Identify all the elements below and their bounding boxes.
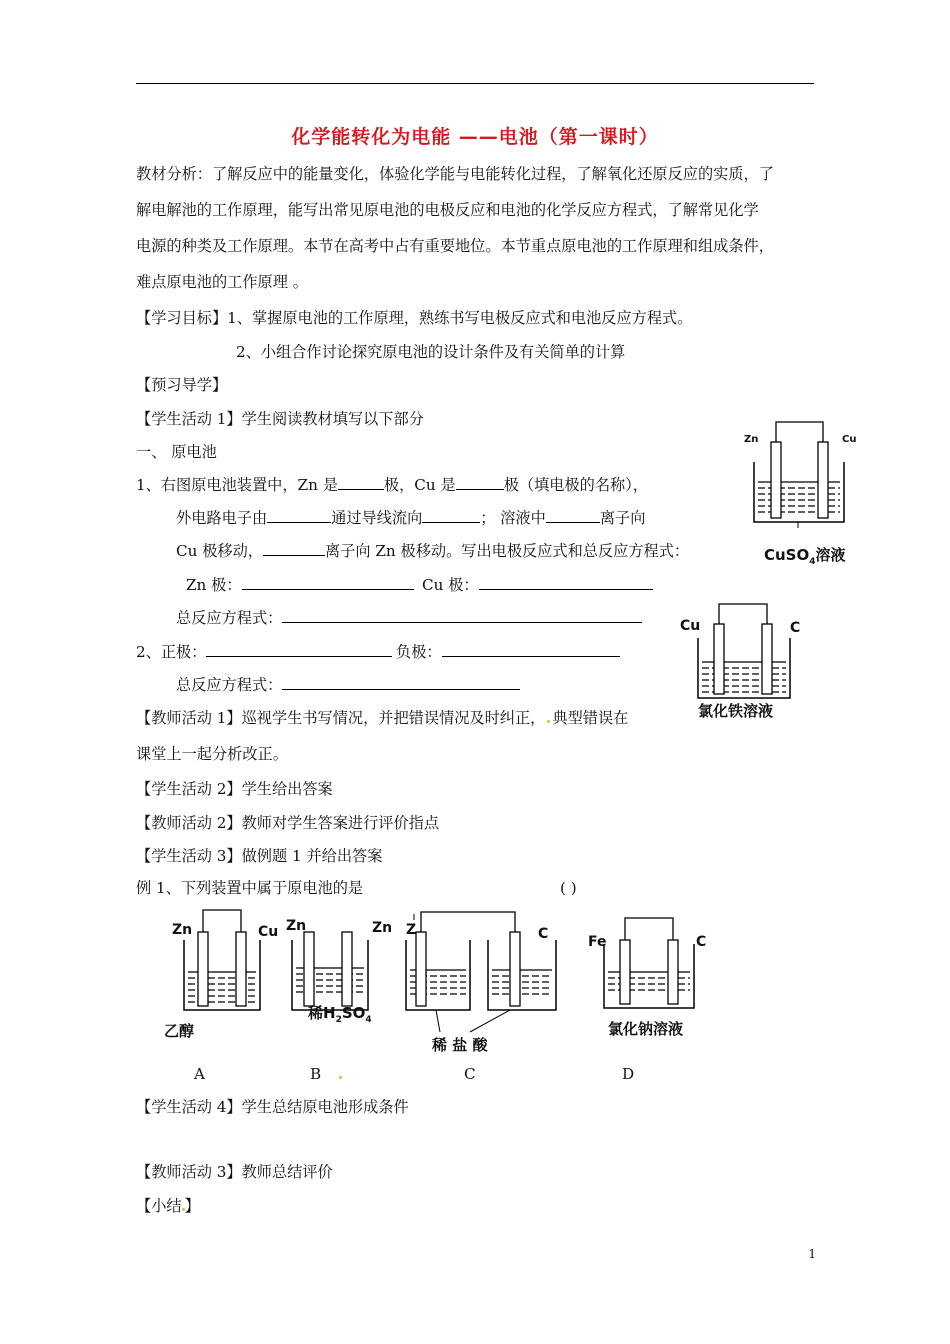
teacher-activity-1 (136, 708, 628, 728)
goals-line-2: 2、小组合作讨论探究原电池的设计条件及有关简单的计算 (236, 343, 626, 361)
teacher-activity-1-text: 【教师活动 1】巡视学生书写情况，并把错误情况及时纠正， (136, 709, 546, 727)
teacher-activity-1-cont: 课堂上一起分析改正。 (136, 745, 288, 763)
cu-electrode-label: Cu 极： (422, 576, 479, 594)
figA-right-electrode: Cu (258, 924, 279, 940)
dot-mark (339, 1076, 342, 1079)
teacher-activity-1-text-b: 典型错误在 (552, 709, 629, 727)
figB-right-electrode: Zn (372, 920, 393, 936)
question-1-line-1 (136, 475, 648, 495)
question-1-total (176, 608, 642, 628)
fig1-right-electrode: Cu (842, 434, 857, 445)
option-d[interactable]: D (622, 1065, 635, 1083)
q1-text-e: 通过导线流向 (331, 509, 423, 527)
figB-solution-label (308, 1002, 372, 1025)
option-b-letter: B (310, 1065, 322, 1083)
option-a[interactable]: A (194, 1065, 205, 1083)
figB-left-electrode: Zn (286, 918, 307, 934)
positive-label: 2、正极： (136, 643, 207, 661)
negative-label: 负极： (396, 643, 442, 661)
section-heading: 一、 原电池 (136, 443, 217, 461)
answer-blank[interactable] (442, 642, 620, 657)
figA-left-electrode: Zn (172, 922, 193, 938)
fig1-solution-subscript: 4 (809, 557, 816, 567)
question-1-zn (186, 575, 414, 595)
preview-heading: 【预习导学】 (136, 376, 228, 394)
page-title: 化学能转化为电能 ——电池（第一课时） (291, 126, 659, 148)
page-number: 1 (808, 1247, 816, 1261)
figB-solution-sub-2: 4 (365, 1015, 372, 1025)
figC-left-electrode: Z (406, 922, 417, 938)
figD-solution-label: 氯化钠溶液 (608, 1020, 684, 1038)
fig2-left-electrode: Cu (680, 618, 701, 634)
answer-blank[interactable] (267, 508, 331, 523)
answer-blank[interactable] (206, 642, 392, 657)
cell-diagram-c (400, 906, 570, 1026)
fig1-solution-formula: CuSO (764, 546, 810, 564)
question-2-line-1 (136, 642, 392, 662)
q1-text-b: 极，Cu 是 (383, 476, 456, 494)
fig2-right-electrode: C (790, 620, 801, 636)
option-c[interactable]: C (464, 1065, 476, 1083)
summary-heading (136, 1196, 200, 1216)
figB-solution-sub-1: 2 (335, 1015, 342, 1025)
figC-solution-label: 稀 盐 酸 (432, 1036, 488, 1054)
option-b[interactable] (310, 1064, 344, 1084)
header-rule (136, 83, 814, 84)
answer-blank[interactable] (263, 541, 325, 556)
analysis-line-1: 教材分析：了解反应中的能量变化，体验化学能与电能转化过程，了解氧化还原反应的实质，了 (136, 165, 774, 183)
analysis-line-4: 难点原电池的工作原理 。 (136, 273, 308, 291)
fig1-solution-tail: 溶液 (815, 546, 846, 564)
summary-end: 】 (184, 1197, 200, 1215)
figD-left-electrode: Fe (588, 934, 607, 950)
answer-parentheses[interactable]: ( ) (560, 879, 577, 897)
analysis-line-3: 电源的种类及工作原理。本节在高考中占有重要地位。本节重点原电池的工作原理和组成条件， (136, 237, 774, 255)
fig1-solution-label (764, 544, 846, 567)
zn-electrode-label: Zn 极： (186, 576, 242, 594)
fig2-solution-label: 氯化铁溶液 (698, 702, 774, 720)
answer-blank[interactable] (282, 675, 520, 690)
student-activity-3: 【学生活动 3】做例题 1 并给出答案 (136, 847, 383, 865)
figC-right-electrode: C (538, 926, 549, 942)
q1-text-c: 极（填电极的名称）， (503, 476, 648, 494)
question-2-total (176, 675, 520, 695)
cell-diagram-a (180, 900, 270, 1020)
summary-text: 【小结 (136, 1197, 182, 1215)
answer-blank[interactable] (456, 475, 504, 490)
student-activity-2: 【学生活动 2】学生给出答案 (136, 780, 333, 798)
question-2-negative (396, 642, 620, 662)
student-activity-1: 【学生活动 1】学生阅读教材填写以下部分 (136, 410, 424, 428)
teacher-activity-2: 【教师活动 2】教师对学生答案进行评价指点 (136, 814, 440, 832)
figD-right-electrode: C (696, 934, 707, 950)
analysis-line-2: 解电解池的工作原理，能写出常见原电池的电极反应和电池的化学反应方程式，了解常见化学 (136, 201, 759, 219)
student-activity-4: 【学生活动 4】学生总结原电池形成条件 (136, 1098, 409, 1116)
cell-diagram-fecl3 (690, 600, 800, 710)
q1-text-f: ； 溶液中 (480, 509, 546, 527)
fig1-left-electrode: Zn (744, 434, 759, 445)
cell-diagram-d (598, 910, 708, 1020)
figB-solution-a: 稀H (308, 1004, 336, 1022)
answer-blank[interactable] (546, 508, 600, 523)
total-reaction-label: 总反应方程式： (176, 676, 283, 694)
teacher-activity-3: 【教师活动 3】教师总结评价 (136, 1163, 333, 1181)
dot-mark (547, 720, 550, 723)
example-1: 例 1、下列装置中属于原电池的是 (136, 879, 364, 897)
question-1-line-3 (176, 541, 689, 561)
answer-blank[interactable] (282, 608, 642, 623)
answer-blank[interactable] (479, 575, 653, 590)
q1-text-i: 离子向 Zn 极移动。写出电极反应式和总反应方程式： (324, 542, 690, 560)
goals-line-1: 【学习目标】1、掌握原电池的工作原理，熟练书写电极反应式和电池反应方程式。 (136, 309, 693, 327)
answer-blank[interactable] (338, 475, 384, 490)
total-reaction-label: 总反应方程式： (176, 609, 283, 627)
question-1-cu (422, 575, 653, 595)
figA-solution-label: 乙醇 (164, 1022, 195, 1040)
q1-text-d: 外电路电子由 (176, 509, 268, 527)
q1-text-h: Cu 极移动， (176, 542, 263, 560)
q1-text-a: 1、右图原电池装置中，Zn 是 (136, 476, 338, 494)
figB-solution-c: SO (341, 1004, 366, 1022)
answer-blank[interactable] (242, 575, 414, 590)
q1-text-g: 离子向 (599, 509, 646, 527)
question-1-line-2 (176, 508, 645, 528)
answer-blank[interactable] (422, 508, 480, 523)
